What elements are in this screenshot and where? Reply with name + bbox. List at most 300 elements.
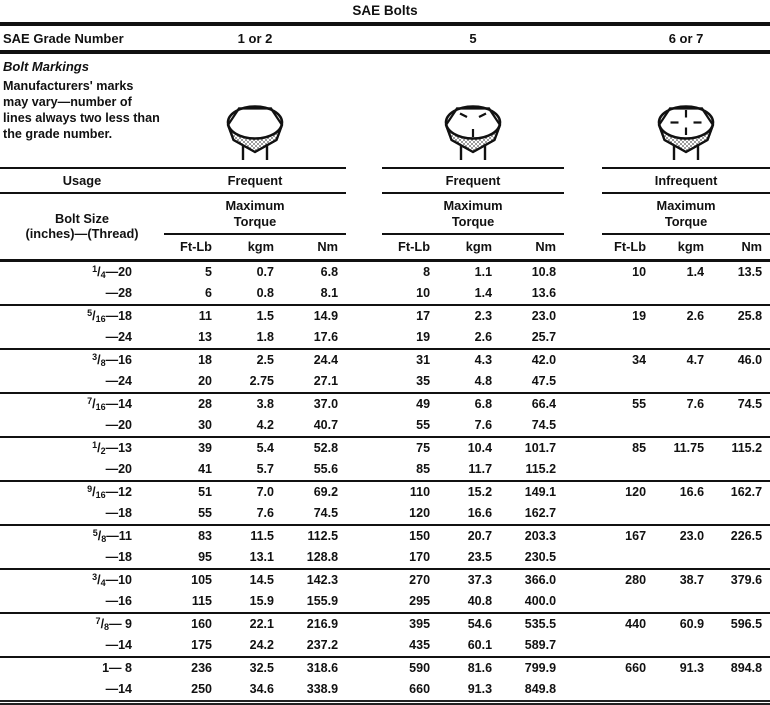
max-torque-header-grade-1-2 bbox=[164, 193, 346, 234]
bolt-size-cell: $^1/_2—13$ bbox=[0, 437, 150, 459]
bolt-size-header bbox=[0, 193, 164, 260]
torque-value-cell: 47.5 bbox=[531, 374, 557, 389]
torque-value-cell: 589.7 bbox=[524, 638, 557, 653]
torque-value-cell: 28 bbox=[164, 393, 220, 415]
usage-row bbox=[0, 168, 770, 193]
gap-cell bbox=[346, 393, 382, 415]
torque-value-cell bbox=[602, 591, 654, 613]
max-torque-line2: Torque bbox=[233, 213, 277, 229]
gap-cell bbox=[564, 613, 602, 635]
gap-cell bbox=[346, 76, 382, 168]
gap-cell bbox=[564, 260, 602, 283]
torque-value-cell: 34.6 bbox=[249, 682, 274, 697]
torque-value-cell: 38.7 bbox=[654, 569, 712, 591]
gap-cell bbox=[150, 260, 164, 283]
torque-table bbox=[0, 26, 770, 705]
torque-value-cell: 110 bbox=[382, 481, 438, 503]
torque-value-cell: 1.5 bbox=[220, 305, 282, 327]
gap-cell bbox=[346, 349, 382, 371]
torque-value-cell: 120 bbox=[409, 506, 431, 521]
torque-value-cell bbox=[712, 283, 770, 305]
grade-6-or-7-label: 6 or 7 bbox=[602, 26, 770, 52]
table-row bbox=[0, 283, 770, 305]
gap-cell bbox=[150, 437, 164, 459]
torque-value-cell bbox=[654, 415, 712, 437]
gap-cell bbox=[346, 371, 382, 393]
torque-value-cell: 6.8 bbox=[438, 393, 500, 415]
gap-cell bbox=[346, 305, 382, 327]
gap-cell bbox=[346, 657, 382, 679]
torque-value-cell: 18 bbox=[164, 349, 220, 371]
bolt-size-cell: —24 bbox=[105, 374, 132, 389]
table-row bbox=[0, 613, 770, 635]
torque-value-cell: 55.6 bbox=[313, 462, 339, 477]
torque-value-cell: 81.6 bbox=[438, 657, 500, 679]
usage-grade-5: Frequent bbox=[382, 168, 564, 193]
torque-value-cell: 55 bbox=[416, 418, 431, 433]
gap-cell bbox=[150, 349, 164, 371]
gap-cell bbox=[346, 635, 382, 657]
torque-value-cell: 10.8 bbox=[531, 265, 557, 280]
bolt-size-cell: —18 bbox=[105, 506, 132, 521]
torque-value-cell: 55 bbox=[602, 393, 654, 415]
torque-value-cell: 60.9 bbox=[654, 613, 712, 635]
table-row bbox=[0, 679, 770, 703]
torque-value-cell: 5 bbox=[205, 265, 212, 280]
grade-number-label: SAE Grade Number bbox=[0, 26, 164, 52]
torque-value-cell: 11.7 bbox=[468, 462, 493, 477]
gap-cell bbox=[346, 26, 382, 52]
torque-value-cell: 40.7 bbox=[313, 418, 339, 433]
torque-value-cell: 366.0 bbox=[500, 569, 564, 591]
torque-value-cell: 41 bbox=[198, 462, 212, 477]
gap-cell bbox=[346, 283, 382, 305]
torque-value-cell bbox=[712, 635, 770, 657]
torque-value-cell: 74.5 bbox=[712, 393, 770, 415]
torque-value-cell bbox=[654, 327, 712, 349]
page-title: SAE Bolts bbox=[0, 0, 770, 26]
torque-value-cell: 66.4 bbox=[500, 393, 564, 415]
torque-value-cell: 120 bbox=[602, 481, 654, 503]
torque-value-cell bbox=[602, 679, 654, 703]
gap-cell bbox=[346, 193, 382, 260]
max-torque-header-grade-6-7 bbox=[602, 193, 770, 234]
torque-value-cell: 74.5 bbox=[531, 418, 557, 433]
torque-value-cell: 230.5 bbox=[524, 550, 557, 565]
gap-cell bbox=[150, 569, 164, 591]
torque-value-cell: 8.1 bbox=[320, 286, 339, 301]
torque-value-cell: 160 bbox=[164, 613, 220, 635]
torque-value-cell: 13.1 bbox=[249, 550, 274, 565]
torque-value-cell: 4.3 bbox=[438, 349, 500, 371]
torque-value-cell: 22.1 bbox=[220, 613, 282, 635]
usage-grade-1-2: Frequent bbox=[164, 168, 346, 193]
table-row bbox=[0, 327, 770, 349]
torque-value-cell: 115.2 bbox=[712, 437, 770, 459]
gap-cell bbox=[150, 481, 164, 503]
torque-value-cell: 55 bbox=[198, 506, 212, 521]
bolt-markings-row bbox=[0, 76, 770, 168]
gap-cell bbox=[346, 569, 382, 591]
bolt-size-cell: —14 bbox=[105, 682, 132, 697]
torque-value-cell: 15.9 bbox=[249, 594, 274, 609]
torque-value-cell: 155.9 bbox=[306, 594, 339, 609]
torque-value-cell: 660 bbox=[602, 657, 654, 679]
unit-nm-grade-6-7: Nm bbox=[712, 234, 770, 261]
gap-cell bbox=[346, 503, 382, 525]
gap-cell bbox=[346, 679, 382, 703]
torque-value-cell bbox=[602, 635, 654, 657]
torque-value-cell bbox=[602, 459, 654, 481]
torque-value-cell bbox=[654, 635, 712, 657]
torque-value-cell: 17.6 bbox=[313, 330, 339, 345]
gap-cell bbox=[564, 591, 602, 613]
torque-value-cell: 91.3 bbox=[467, 682, 493, 697]
torque-value-cell: 25.7 bbox=[531, 330, 557, 345]
table-row bbox=[0, 525, 770, 547]
unit-ftlb-grade-5: Ft-Lb bbox=[382, 234, 438, 261]
gap-cell bbox=[564, 437, 602, 459]
torque-value-cell: 150 bbox=[382, 525, 438, 547]
torque-value-cell: 2.75 bbox=[249, 374, 274, 389]
torque-value-cell: 23.0 bbox=[654, 525, 712, 547]
torque-value-cell: 19 bbox=[602, 305, 654, 327]
table-row bbox=[0, 635, 770, 657]
gap-cell bbox=[150, 525, 164, 547]
gap-cell bbox=[564, 76, 602, 168]
table-row bbox=[0, 371, 770, 393]
torque-value-cell: 149.1 bbox=[500, 481, 564, 503]
torque-value-cell: 1.1 bbox=[474, 265, 493, 280]
gap-cell bbox=[346, 415, 382, 437]
gap-cell bbox=[150, 547, 164, 569]
gap-cell bbox=[564, 657, 602, 679]
table-row bbox=[0, 481, 770, 503]
torque-value-cell bbox=[712, 459, 770, 481]
torque-value-cell: 270 bbox=[382, 569, 438, 591]
unit-kgm-grade-6-7: kgm bbox=[654, 234, 712, 261]
torque-value-cell: 5.4 bbox=[220, 437, 282, 459]
table-row bbox=[0, 503, 770, 525]
torque-value-cell: 40.8 bbox=[467, 594, 493, 609]
torque-value-cell bbox=[712, 371, 770, 393]
torque-header-row bbox=[0, 193, 770, 234]
torque-value-cell: 1.8 bbox=[256, 330, 274, 345]
torque-value-cell: 7.6 bbox=[474, 418, 493, 433]
torque-value-cell: 20 bbox=[198, 374, 212, 389]
torque-value-cell: 2.6 bbox=[654, 305, 712, 327]
torque-value-cell: 13 bbox=[198, 330, 212, 345]
gap-cell bbox=[564, 305, 602, 327]
torque-value-cell: 295 bbox=[409, 594, 431, 609]
bolt-size-cell: $^7/_8—$ 9 bbox=[0, 613, 150, 635]
torque-value-cell: 894.8 bbox=[712, 657, 770, 679]
bolt-size-cell: $^5/_{16}—18$ bbox=[0, 305, 150, 327]
torque-value-cell: 3.8 bbox=[220, 393, 282, 415]
gap-cell bbox=[564, 168, 602, 193]
usage-label: Usage bbox=[0, 168, 164, 193]
bolt-size-cell: —20 bbox=[105, 462, 132, 477]
torque-value-cell: 175 bbox=[191, 638, 212, 653]
torque-value-cell: 27.1 bbox=[313, 374, 339, 389]
gap-cell bbox=[150, 327, 164, 349]
torque-value-cell: 7.6 bbox=[654, 393, 712, 415]
torque-value-cell bbox=[654, 283, 712, 305]
torque-value-cell: 16.6 bbox=[654, 481, 712, 503]
bolt-size-cell: —18 bbox=[105, 550, 132, 565]
torque-value-cell: 23.5 bbox=[467, 550, 493, 565]
torque-value-cell bbox=[654, 591, 712, 613]
bolt-markings-heading: Bolt Markings bbox=[3, 59, 89, 74]
torque-value-cell: 60.1 bbox=[467, 638, 493, 653]
torque-value-cell: 11.75 bbox=[654, 437, 712, 459]
torque-value-cell: 85 bbox=[416, 462, 431, 477]
gap-cell bbox=[150, 657, 164, 679]
torque-value-cell: 52.8 bbox=[282, 437, 346, 459]
gap-cell bbox=[564, 371, 602, 393]
torque-value-cell: 596.5 bbox=[712, 613, 770, 635]
torque-value-cell: 440 bbox=[602, 613, 654, 635]
torque-value-cell: 318.6 bbox=[282, 657, 346, 679]
gap-cell bbox=[346, 459, 382, 481]
gap-cell bbox=[346, 168, 382, 193]
torque-value-cell: 1.4 bbox=[686, 265, 705, 280]
torque-value-cell: 37.0 bbox=[282, 393, 346, 415]
torque-value-cell bbox=[602, 415, 654, 437]
usage-grade-6-7: Infrequent bbox=[602, 168, 770, 193]
grade-5-label: 5 bbox=[382, 26, 564, 52]
torque-value-cell: 167 bbox=[602, 525, 654, 547]
gap-cell bbox=[564, 679, 602, 703]
torque-value-cell: 85 bbox=[602, 437, 654, 459]
gap-cell bbox=[150, 283, 164, 305]
bolt-size-cell: $^5/_8—11$ bbox=[0, 525, 150, 547]
torque-value-cell: 15.2 bbox=[438, 481, 500, 503]
gap-cell bbox=[564, 481, 602, 503]
torque-value-cell: 1.4 bbox=[474, 286, 493, 301]
bolt-size-cell: 1— 8 bbox=[0, 657, 150, 679]
gap-cell bbox=[150, 393, 164, 415]
gap-cell bbox=[564, 569, 602, 591]
torque-value-cell: 25.8 bbox=[712, 305, 770, 327]
torque-table-body bbox=[0, 260, 770, 702]
torque-value-cell bbox=[654, 547, 712, 569]
torque-value-cell: 20.7 bbox=[438, 525, 500, 547]
gap-cell bbox=[564, 393, 602, 415]
bolt-size-header-line1: Bolt Size bbox=[54, 210, 110, 226]
torque-value-cell: 435 bbox=[409, 638, 431, 653]
table-row bbox=[0, 591, 770, 613]
torque-value-cell: 39 bbox=[164, 437, 220, 459]
gap-cell bbox=[564, 349, 602, 371]
bolt-size-header-line2: (inches)—(Thread) bbox=[25, 226, 139, 242]
torque-value-cell bbox=[654, 459, 712, 481]
torque-value-cell: 32.5 bbox=[220, 657, 282, 679]
gap-cell bbox=[346, 525, 382, 547]
torque-value-cell: 170 bbox=[409, 550, 431, 565]
torque-value-cell: 8 bbox=[423, 265, 431, 280]
torque-value-cell: 7.6 bbox=[256, 506, 274, 521]
torque-value-cell bbox=[712, 503, 770, 525]
gap-cell bbox=[346, 260, 382, 283]
bolt-size-cell: —16 bbox=[105, 594, 132, 609]
torque-value-cell: 115 bbox=[191, 594, 212, 609]
torque-value-cell: 49 bbox=[382, 393, 438, 415]
bolt-cell-grade-1-2 bbox=[164, 76, 346, 168]
torque-value-cell: 7.0 bbox=[220, 481, 282, 503]
torque-value-cell: 69.2 bbox=[282, 481, 346, 503]
unit-nm-grade-1-2: Nm bbox=[282, 234, 346, 261]
torque-value-cell: 35 bbox=[416, 374, 431, 389]
gap-cell bbox=[564, 525, 602, 547]
torque-value-cell: 46.0 bbox=[712, 349, 770, 371]
torque-value-cell: 13.5 bbox=[737, 265, 763, 280]
bolt-cell-grade-6-7 bbox=[602, 76, 770, 168]
torque-value-cell: 2.6 bbox=[474, 330, 493, 345]
torque-value-cell: 4.2 bbox=[256, 418, 274, 433]
torque-value-cell: 2.3 bbox=[438, 305, 500, 327]
bolt-size-cell: $^7/_{16}—14$ bbox=[0, 393, 150, 415]
torque-value-cell: 142.3 bbox=[282, 569, 346, 591]
gap-cell bbox=[150, 635, 164, 657]
gap-cell bbox=[150, 459, 164, 481]
torque-value-cell: 51 bbox=[164, 481, 220, 503]
table-row bbox=[0, 569, 770, 591]
torque-value-cell: 2.5 bbox=[220, 349, 282, 371]
torque-value-cell: 10.4 bbox=[438, 437, 500, 459]
table-row bbox=[0, 657, 770, 679]
max-torque-line2: Torque bbox=[451, 213, 495, 229]
manufacturers-note: Manufacturers' marks may vary—number of lines always two less than the grade number. bbox=[3, 79, 160, 141]
torque-value-cell: 0.8 bbox=[256, 286, 274, 301]
torque-value-cell: 83 bbox=[164, 525, 220, 547]
bolt-head-three-marks-icon bbox=[441, 151, 505, 165]
torque-value-cell bbox=[654, 503, 712, 525]
torque-value-cell: 37.3 bbox=[438, 569, 500, 591]
torque-value-cell: 91.3 bbox=[654, 657, 712, 679]
torque-value-cell: 379.6 bbox=[712, 569, 770, 591]
max-torque-line1: Maximum bbox=[443, 198, 503, 213]
torque-value-cell: 162.7 bbox=[524, 506, 557, 521]
torque-value-cell: 535.5 bbox=[500, 613, 564, 635]
torque-value-cell: 5.7 bbox=[256, 462, 274, 477]
torque-value-cell: 4.8 bbox=[474, 374, 493, 389]
gap-cell bbox=[564, 415, 602, 437]
torque-value-cell: 128.8 bbox=[306, 550, 339, 565]
unit-kgm-grade-1-2: kgm bbox=[220, 234, 282, 261]
torque-value-cell: 660 bbox=[409, 682, 431, 697]
max-torque-line1: Maximum bbox=[225, 198, 285, 213]
gap-cell bbox=[564, 283, 602, 305]
gap-cell bbox=[564, 459, 602, 481]
torque-value-cell bbox=[712, 327, 770, 349]
gap-cell bbox=[150, 503, 164, 525]
table-row bbox=[0, 547, 770, 569]
torque-value-cell: 237.2 bbox=[306, 638, 339, 653]
gap-cell bbox=[346, 591, 382, 613]
unit-ftlb-grade-6-7: Ft-Lb bbox=[602, 234, 654, 261]
torque-value-cell: 54.6 bbox=[438, 613, 500, 635]
gap-cell bbox=[150, 591, 164, 613]
torque-value-cell: 0.7 bbox=[256, 265, 274, 280]
torque-value-cell: 590 bbox=[382, 657, 438, 679]
torque-value-cell: 216.9 bbox=[282, 613, 346, 635]
torque-value-cell: 395 bbox=[382, 613, 438, 635]
torque-value-cell: 105 bbox=[164, 569, 220, 591]
bolt-size-cell: —28 bbox=[105, 286, 132, 301]
gap-cell bbox=[346, 481, 382, 503]
max-torque-line1: Maximum bbox=[656, 198, 716, 213]
torque-value-cell: 10 bbox=[632, 265, 647, 280]
torque-value-cell: 42.0 bbox=[500, 349, 564, 371]
unit-nm-grade-5: Nm bbox=[500, 234, 564, 261]
grade-number-row bbox=[0, 26, 770, 52]
unit-ftlb-grade-1-2: Ft-Lb bbox=[164, 234, 220, 261]
torque-value-cell: 112.5 bbox=[282, 525, 346, 547]
torque-value-cell bbox=[602, 503, 654, 525]
torque-value-cell bbox=[602, 283, 654, 305]
torque-value-cell: 74.5 bbox=[313, 506, 339, 521]
table-row bbox=[0, 437, 770, 459]
gap-cell bbox=[564, 193, 602, 260]
torque-value-cell: 13.6 bbox=[531, 286, 557, 301]
torque-value-cell: 849.8 bbox=[524, 682, 557, 697]
gap-cell bbox=[564, 635, 602, 657]
bolt-size-cell: —14 bbox=[105, 638, 132, 653]
torque-value-cell: 17 bbox=[382, 305, 438, 327]
torque-value-cell: 6 bbox=[205, 286, 212, 301]
bolt-size-cell: $^1/_4—20$ bbox=[92, 264, 132, 281]
torque-value-cell: 30 bbox=[198, 418, 212, 433]
gap-cell bbox=[564, 327, 602, 349]
torque-value-cell: 226.5 bbox=[712, 525, 770, 547]
gap-cell bbox=[564, 26, 602, 52]
torque-value-cell: 14.9 bbox=[282, 305, 346, 327]
torque-value-cell: 14.5 bbox=[220, 569, 282, 591]
gap-cell bbox=[150, 679, 164, 703]
torque-value-cell: 24.4 bbox=[282, 349, 346, 371]
torque-value-cell bbox=[654, 371, 712, 393]
torque-value-cell: 23.0 bbox=[500, 305, 564, 327]
torque-value-cell: 203.3 bbox=[500, 525, 564, 547]
torque-value-cell: 6.8 bbox=[320, 265, 339, 280]
bolt-size-cell: $^3/_4—10$ bbox=[0, 569, 150, 591]
torque-value-cell: 162.7 bbox=[712, 481, 770, 503]
bolt-size-cell: $^9/_{16}—12$ bbox=[0, 481, 150, 503]
torque-value-cell: 101.7 bbox=[500, 437, 564, 459]
bolt-cell-grade-5 bbox=[382, 76, 564, 168]
torque-value-cell: 11 bbox=[164, 305, 220, 327]
gap-cell bbox=[564, 547, 602, 569]
gap-cell bbox=[346, 547, 382, 569]
torque-value-cell: 95 bbox=[198, 550, 212, 565]
torque-value-cell: 10 bbox=[416, 286, 431, 301]
table-row bbox=[0, 393, 770, 415]
gap-cell bbox=[150, 305, 164, 327]
max-torque-header-grade-5 bbox=[382, 193, 564, 234]
bolt-head-plain-icon bbox=[223, 151, 287, 165]
torque-value-cell: 11.5 bbox=[220, 525, 282, 547]
torque-value-cell: 338.9 bbox=[306, 682, 339, 697]
torque-value-cell bbox=[602, 547, 654, 569]
gap-cell bbox=[150, 613, 164, 635]
gap-cell bbox=[346, 437, 382, 459]
gap-cell bbox=[564, 503, 602, 525]
bolt-head-four-marks-icon bbox=[654, 151, 718, 165]
torque-value-cell bbox=[654, 679, 712, 703]
bolt-markings-heading-row bbox=[0, 52, 770, 76]
torque-value-cell: 400.0 bbox=[524, 594, 557, 609]
